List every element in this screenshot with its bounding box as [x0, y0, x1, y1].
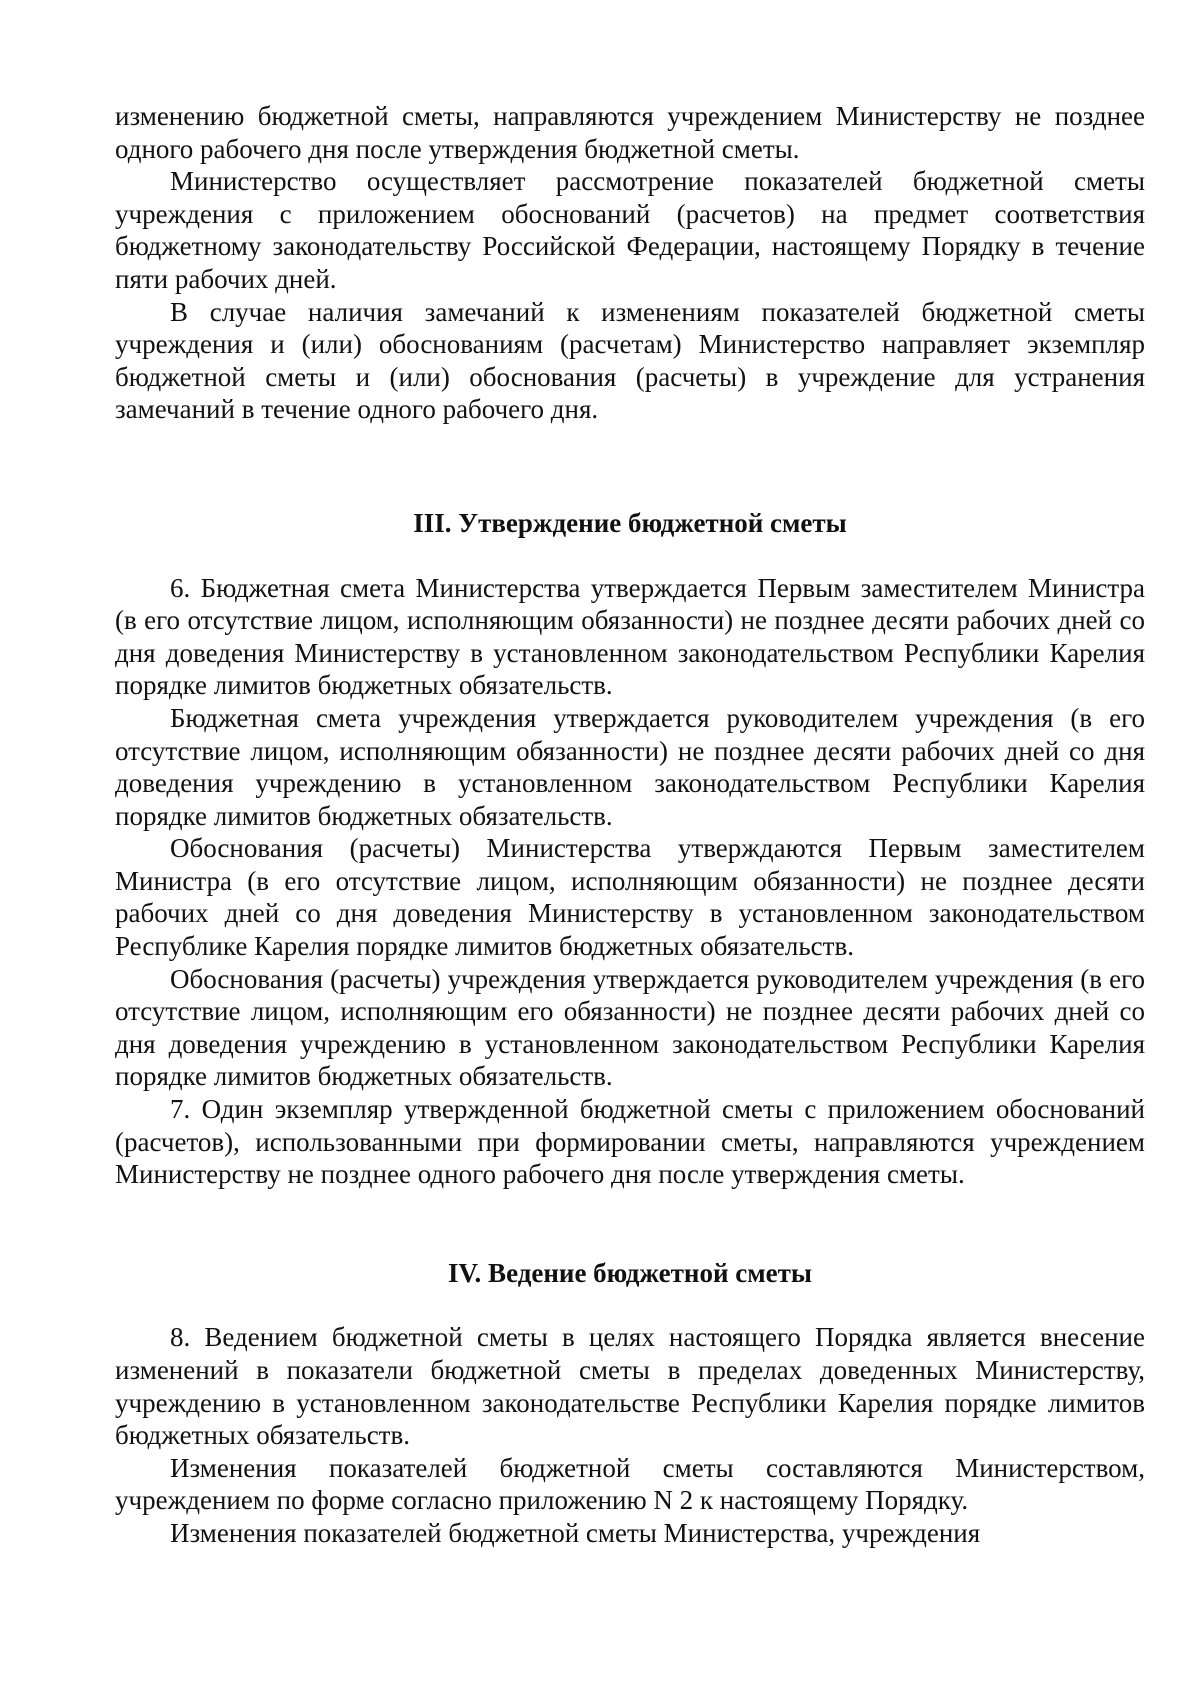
- paragraph-institution-estimate: Бюджетная смета учреждения утверждается руководителем учреждения (в его отсутствие лицом, исполняющим обязанности) не позднее десяти рабочих дней со дня доведения учреждению в установленном законодательством Республики Карелия порядке лимитов бюджетных обязательств.: [115, 702, 1145, 831]
- paragraph-ministry-review: Министерство осуществляет рассмотрение показателей бюджетной сметы учреждения с приложением обоснований (расчетов) на предмет соответствия бюджетному законодательству Российской Федерации, настоящему Порядку в течение пяти рабочих дней.: [115, 166, 1145, 294]
- paragraph-item-7: 7. Один экземпляр утвержденной бюджетной сметы с приложением обоснований (расчетов), использованными при формировании сметы, направляются учреждением Министерству не позднее одного рабочего дня после утверждения сметы.: [115, 1094, 1145, 1190]
- spacer: [115, 540, 1145, 572]
- paragraph-changes-form: Изменения показателей бюджетной сметы составляются Министерством, учреждением по форме согласно приложению N 2 к настоящему Порядку.: [115, 1452, 1145, 1516]
- paragraph-ministry-justifications: Обоснования (расчеты) Министерства утверждаются Первым заместителем Министра (в его отсутствие лицом, исполняющим обязанности) не позднее десяти рабочих дней со дня доведения Министерству в установленном законодательством Республике Карелия порядке лимитов бюджетных обязательств.: [115, 833, 1145, 962]
- document-page: [115, 100, 1145, 1550]
- paragraph-remarks: В случае наличия замечаний к изменениям показателей бюджетной сметы учреждения и (или) обоснованиям (расчетам) Министерство направляет экземпляр бюджетной сметы и (или) обоснования (расчеты) в учреждение для устранения замечаний в течение одного рабочего дня.: [115, 296, 1145, 425]
- paragraph-item-8: 8. Ведением бюджетной сметы в целях настоящего Порядка является внесение изменений в показатели бюджетной сметы в пределах доведенных Министерству, учреждению в установленном законодательстве Республики Карелия порядке лимитов бюджетных обязательств.: [115, 1322, 1145, 1451]
- paragraph-item-6: 6. Бюджетная смета Министерства утверждается Первым заместителем Министра (в его отсутствие лицом, исполняющим обязанности) не позднее десяти рабочих дней со дня доведения Министерству в установленном законодательством Республики Карелия порядке лимитов бюджетных обязательств.: [115, 572, 1145, 701]
- paragraph-changes-continued: Изменения показателей бюджетной сметы Министерства, учреждения: [170, 1517, 981, 1548]
- paragraph-institution-justifications: Обоснования (расчеты) учреждения утверждается руководителем учреждения (в его отсутствие лицом, исполняющим его обязанности) не позднее десяти рабочих дней со дня доведения учреждению в установленном законодательством Республики Карелия порядке лимитов бюджетных обязательств.: [115, 963, 1145, 1092]
- paragraph-continuation: изменению бюджетной сметы, направляются учреждением Министерству не позднее одного рабочего дня после утверждения бюджетной сметы.: [115, 101, 1145, 164]
- spacer: [115, 1191, 1145, 1257]
- spacer: [115, 1289, 1145, 1321]
- spacer: [115, 426, 1145, 507]
- section-heading-maintenance: IV. Ведение бюджетной сметы: [448, 1257, 812, 1288]
- section-heading-approval: III. Утверждение бюджетной сметы: [413, 507, 847, 538]
